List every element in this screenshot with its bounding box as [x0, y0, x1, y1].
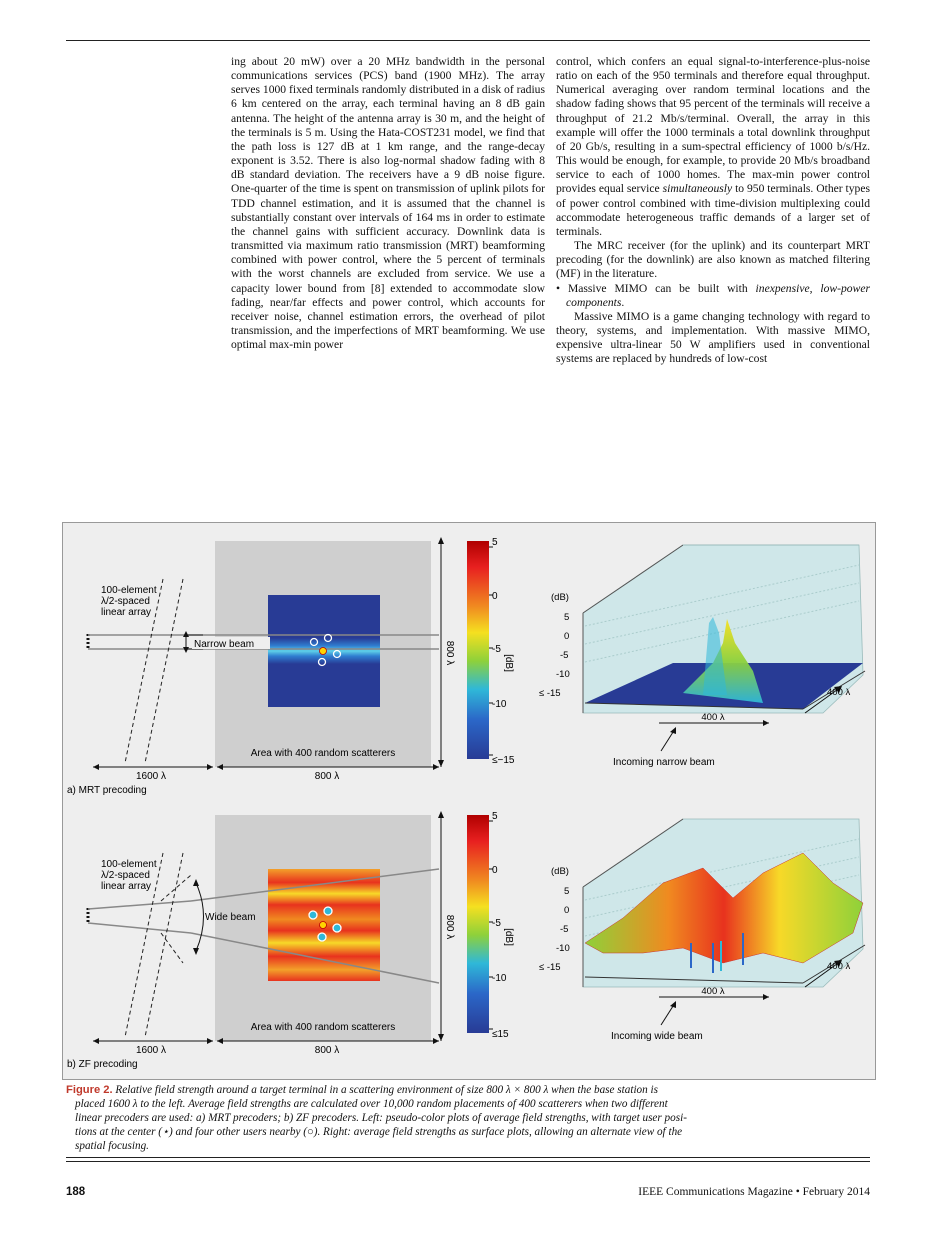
figure-2 [62, 522, 876, 1080]
bottom-rule-1 [66, 1157, 870, 1158]
colorbar-a [467, 541, 489, 759]
surface-b-x: 400 λ [701, 986, 725, 997]
caption-lead: Figure 2. [66, 1084, 113, 1096]
cbar-a-tick-5: 5 [492, 537, 498, 548]
array-label-b-2: λ/2-spaced [101, 870, 150, 881]
dim-height-a: 800 λ [444, 640, 455, 666]
beam-label-b: Wide beam [205, 912, 256, 923]
surface-a-db: (dB) [551, 592, 569, 603]
caption-line-4: tions at the center (⋆) and four other users nearby (○). Right: average field strengths as surface plots, allowing an alternate view of the [75, 1126, 683, 1138]
panel-label-a: a) MRT precoding [67, 785, 147, 796]
surface-a-y: 400 λ [827, 687, 851, 698]
svg-text:-5: -5 [560, 924, 569, 935]
array-label-b-3: linear array [101, 881, 152, 892]
cbar-a-tick-m10: -10 [492, 699, 507, 710]
panel-b [67, 811, 865, 1070]
svg-text:≤ -15: ≤ -15 [539, 688, 561, 699]
array-label-a-1: 100-element [101, 585, 157, 596]
cbar-a-tick-0: 0 [492, 591, 498, 602]
colorbar-b [467, 815, 489, 1033]
svg-text:5: 5 [564, 612, 570, 623]
incoming-b: Incoming wide beam [611, 1031, 703, 1042]
cbar-b-tick-m10: -10 [492, 973, 507, 984]
array-label-a-2: λ/2-spaced [101, 596, 150, 607]
panel-label-b: b) ZF precoding [67, 1059, 138, 1070]
caption-line-5: spatial focusing. [75, 1140, 149, 1152]
surface-plot-b [539, 819, 865, 1042]
right-column [556, 55, 870, 366]
journal-footer: IEEE Communications Magazine • February 2014 [638, 1186, 870, 1198]
surface-b-y: 400 λ [827, 961, 851, 972]
right-paragraph-1: control, which confers an equal signal-to-interference-plus-noise ratio on each of the 950 terminals and therefore equal throughput. Numerical averaging over random terminal locations and the shadow fading shows that 95 percent of the terminals will receive a throughput of 21.2 Mb/s/terminal. Overall, the array in this example will offer the 1000 terminals a total downlink throughput of 20 Gb/s, resulting in a sum-spectral efficiency of 1000 b/s/Hz. This would be enough, for example, to provide 20 Mb/s broadband service to each of 1000 homes. The max-min power control provides equal service simultaneously to 950 terminals. Other types of power control combined with time-division multiplexing could accommodate heterogeneous traffic demands of a larger set of terminals. [556, 55, 871, 238]
svg-text:0: 0 [564, 905, 570, 916]
surface-plot-a [539, 545, 865, 768]
cbar-b-tick-m15: ≤15 [492, 1029, 509, 1040]
dim-height-b: 800 λ [444, 914, 455, 940]
caption-line-1: Relative field strength around a target terminal in a scattering environment of size 800 λ × 800 λ when the base station is [112, 1084, 659, 1096]
svg-text:5: 5 [564, 886, 570, 897]
array-label-a-3: linear array [101, 607, 152, 618]
cbar-a-tick-m5: -5 [492, 644, 501, 655]
cbar-b-tick-5: 5 [492, 811, 498, 822]
caption-line-3: linear precoders are used: a) MRT precoders; b) ZF precoders. Left: pseudo-color plots of average field strengths, with target user posi- [75, 1112, 687, 1124]
target-user-b [320, 922, 327, 929]
svg-text:-10: -10 [556, 943, 570, 954]
left-paragraph: ing about 20 mW) over a 20 MHz bandwidth in the personal communications services (PCS) band (1900 MHz). The array serves 1000 fixed terminals randomly distributed in a disk of radius 6 km centered on the array, each terminal having an 8 dB gain antenna. The height of the antenna array is 30 m, and the height of the terminals is 5 m. Using the Hata-COST231 model, we find that the path loss is 127 dB at 1 km range, and the range-decay exponent is 3.52. There is also log-normal shadow fading with 8 dB standard deviation. The receivers have a 9 dB noise figure. One-quarter of the time is spent on transmission of uplink pilots for TDD channel estimation, and it is assumed that the channel is substantially constant over intervals of 164 ms in order to estimate the channel gains with sufficient accuracy. Downlink data is transmitted via maximum ratio transmission (MRT) beamforming combined with power control, where the 5 percent of terminals with the worst channels are excluded from service. We use a capacity lower bound from [8] extended to accommodate slow fading, near/far effects and power control, which accounts for receiver noise, channel estimation errors, the overhead of pilot transmission, and the imperfections of MRT beamforming. We use optimal max-min power [231, 55, 545, 352]
right-paragraph-2: The MRC receiver (for the uplink) and its counterpart MRT precoding (for the downlink) are also known as matched filtering (MF) in the literature. [556, 239, 870, 281]
dim-area-b: 800 λ [314, 1045, 340, 1056]
svg-text:-10: -10 [556, 669, 570, 680]
panel-a [67, 537, 865, 796]
dim-area-a: 800 λ [314, 771, 340, 782]
dim-left-a: 1600 λ [135, 771, 167, 782]
array-label-b-1: 100-element [101, 859, 157, 870]
scatter-area-label-a: Area with 400 random scatterers [250, 748, 396, 759]
cbar-a-tick-m15: ≤−15 [492, 755, 515, 766]
beam-label-a: Narrow beam [194, 639, 255, 650]
cbar-unit-b: [dB] [503, 928, 514, 946]
cbar-b-tick-0: 0 [492, 865, 498, 876]
scatter-area-label-b: Area with 400 random scatterers [250, 1022, 396, 1033]
svg-text:≤ -15: ≤ -15 [539, 962, 561, 973]
cbar-b-tick-m5: -5 [492, 918, 501, 929]
dim-left-b: 1600 λ [135, 1045, 167, 1056]
svg-text:0: 0 [564, 631, 570, 642]
target-user-a [320, 648, 327, 655]
right-paragraph-3: Massive MIMO is a game changing technology with regard to theory, systems, and implementation. With massive MIMO, expensive ultra-linear 50 W amplifiers used in conventional systems are replaced by hundreds of low-cost [556, 309, 870, 366]
top-rule [66, 40, 870, 41]
svg-text:-5: -5 [560, 650, 569, 661]
page-number: 188 [66, 1186, 86, 1198]
caption-line-2: placed 1600 λ to the left. Average field strengths are calculated over 10,000 random placements of 400 scatterers when two different [75, 1098, 668, 1110]
left-column [231, 55, 545, 352]
figure-caption [66, 1083, 872, 1153]
incoming-a: Incoming narrow beam [613, 757, 715, 768]
bullet-item: • Massive MIMO can be built with inexpensive, low-power components. [556, 281, 870, 309]
bottom-rule-2 [66, 1161, 870, 1162]
surface-b-db: (dB) [551, 866, 569, 877]
cbar-unit-a: [dB] [503, 654, 514, 672]
surface-a-x: 400 λ [701, 712, 725, 723]
